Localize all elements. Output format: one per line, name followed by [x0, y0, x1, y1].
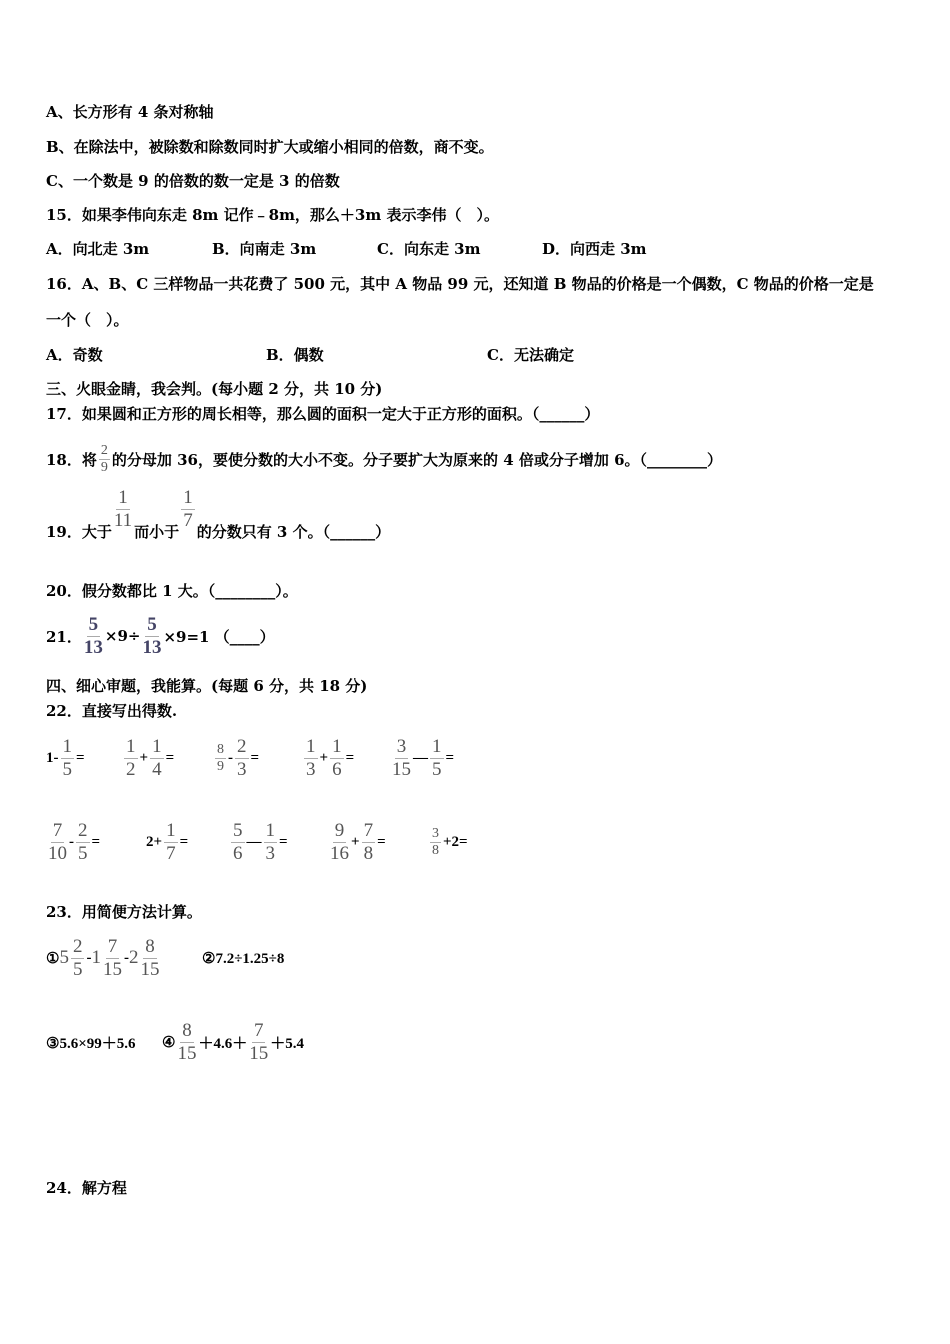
numerator: 1	[62, 735, 72, 757]
expression	[162, 1012, 304, 1072]
fraction	[150, 736, 164, 781]
fraction	[48, 820, 67, 865]
question-16: 16．A、B、C 三样物品一共花费了 500 元，其中 A 物品 99 元，还知道 B 物品的价格是一个偶数，C 物品的价格一定是	[46, 274, 874, 293]
operator-text: ＋4.6＋	[198, 1035, 248, 1052]
q15-option-b: B．向南走 3m	[212, 239, 317, 258]
denominator: 7	[183, 509, 193, 531]
whole-number: 1	[91, 947, 101, 968]
q15-option-d: D．向西走 3m	[542, 239, 647, 258]
fraction	[103, 936, 122, 981]
operator-text: —	[246, 833, 262, 850]
operator-text: -	[228, 749, 233, 766]
fraction	[61, 736, 75, 781]
denominator: 15	[392, 758, 411, 780]
numerator: 1	[306, 735, 316, 757]
q21-mid: ×9÷	[104, 627, 141, 645]
fraction	[330, 820, 349, 865]
operator-text: =	[345, 749, 355, 766]
question-19	[46, 486, 391, 551]
denominator: 16	[330, 842, 349, 864]
operator-text: =	[445, 749, 455, 766]
question-20: 20．假分数都比 1 大。（________）。	[46, 581, 298, 600]
numerator: 1	[332, 735, 342, 757]
numerator: 1	[126, 735, 136, 757]
fraction	[430, 826, 441, 859]
numerator: 1	[265, 819, 275, 841]
numerator: 1	[183, 486, 193, 508]
denominator: 5	[78, 842, 88, 864]
denominator: 3	[237, 758, 247, 780]
fraction	[164, 820, 178, 865]
q15-option-c: C．向东走 3m	[377, 239, 481, 258]
q19-prefix: 19．大于	[46, 522, 112, 541]
expression	[46, 728, 85, 788]
expression	[229, 812, 288, 872]
fraction	[430, 736, 444, 781]
denominator: 5	[62, 758, 72, 780]
question-21	[46, 613, 275, 658]
expression	[46, 812, 100, 872]
denominator: 5	[72, 958, 83, 980]
expression	[202, 928, 284, 988]
expression	[146, 812, 188, 872]
numerator: 2	[237, 735, 247, 757]
denominator: 5	[432, 758, 442, 780]
denominator: 2	[126, 758, 136, 780]
operator-text: -	[69, 833, 74, 850]
operator-text: =	[279, 833, 288, 850]
denominator: 15	[102, 958, 122, 980]
denominator: 3	[265, 842, 275, 864]
q21-suffix: ×9=1 （____）	[163, 627, 275, 646]
numerator: 7	[52, 819, 63, 841]
question-23: 23．用简便方法计算。	[46, 902, 202, 921]
denominator: 13	[83, 636, 103, 658]
expression	[390, 728, 454, 788]
numerator: 9	[334, 819, 345, 841]
operator-text: —	[413, 749, 428, 766]
q18-suffix: 的分母加 36，要使分数的大小不变。分子要扩大为原来的 4 倍或分子增加 6。（________）	[111, 450, 723, 469]
fraction	[264, 820, 278, 865]
numerator: 1	[152, 735, 162, 757]
denominator: 15	[177, 1042, 197, 1064]
q21-prefix: 21．	[46, 627, 82, 646]
operator-text: ①	[46, 950, 60, 967]
fraction	[231, 820, 245, 865]
fraction	[142, 614, 161, 659]
fraction	[76, 820, 90, 865]
fraction	[140, 936, 159, 981]
operator-text: +	[351, 833, 360, 850]
expression	[328, 812, 386, 872]
numerator: 1	[166, 819, 176, 841]
fraction	[249, 1020, 268, 1065]
operator-text: =	[179, 833, 189, 850]
fraction	[181, 487, 195, 532]
denominator: 4	[152, 758, 162, 780]
option-b-statement: B、在除法中，被除数和除数同时扩大或缩小相同的倍数，商不变。	[46, 137, 494, 156]
denominator: 6	[332, 758, 342, 780]
numerator: 2	[72, 935, 83, 957]
operator-text: =	[377, 833, 386, 850]
fraction	[362, 820, 376, 865]
question-15: 15．如果李伟向东走 8m 记作﹣8m，那么＋3m 表示李伟（ ）。	[46, 205, 499, 224]
operator-text: ③5.6×99＋5.6	[46, 1035, 136, 1052]
q15-option-a: A．向北走 3m	[46, 239, 150, 258]
q19-suffix: 的分数只有 3 个。（______）	[196, 522, 391, 541]
operator-text: +	[319, 749, 329, 766]
expression	[46, 928, 161, 988]
numerator: 2	[100, 442, 108, 458]
denominator: 15	[249, 1042, 269, 1064]
question-16-cont: 一个（ ）。	[46, 310, 129, 329]
operator-text: 2+	[146, 833, 163, 850]
question-17: 17．如果圆和正方形的周长相等，那么圆的面积一定大于正方形的面积。（______）	[46, 404, 600, 423]
fraction	[235, 736, 249, 781]
operator-text: +	[139, 749, 149, 766]
numerator: 8	[145, 935, 155, 957]
numerator: 1	[118, 486, 128, 508]
denominator: 8	[363, 842, 374, 864]
fraction	[215, 742, 226, 775]
fraction	[304, 736, 318, 781]
operator-text: =	[76, 749, 85, 766]
denominator: 6	[233, 842, 243, 864]
question-22: 22．直接写出得数.	[46, 701, 178, 720]
q16-option-a: A．奇数	[46, 345, 103, 364]
operator-text: =	[165, 749, 175, 766]
q19-mid: 而小于	[134, 522, 180, 541]
denominator: 10	[48, 842, 67, 864]
expression	[122, 728, 174, 788]
denominator: 7	[166, 842, 176, 864]
fraction	[392, 736, 411, 781]
operator-text: ④	[162, 1034, 176, 1051]
expression	[46, 1012, 136, 1072]
denominator: 3	[306, 758, 316, 780]
numerator: 5	[88, 613, 99, 635]
fraction	[99, 443, 110, 476]
denominator: 15	[140, 958, 160, 980]
fraction	[177, 1020, 196, 1065]
option-c-statement: C、一个数是 9 的倍数的数一定是 3 的倍数	[46, 171, 340, 190]
operator-text: =	[91, 833, 101, 850]
operator-text: +2=	[443, 833, 468, 850]
fraction	[71, 936, 85, 981]
operator-text: -	[86, 949, 92, 966]
operator-text: ＋5.4	[270, 1035, 304, 1052]
numerator: 3	[432, 825, 439, 841]
denominator: 9	[217, 758, 224, 774]
numerator: 7	[363, 819, 374, 841]
operator-text: =	[250, 749, 260, 766]
numerator: 1	[432, 735, 442, 757]
fraction	[330, 736, 344, 781]
q16-option-b: B．偶数	[266, 345, 324, 364]
numerator: 8	[182, 1019, 192, 1041]
denominator: 9	[100, 459, 108, 475]
numerator: 2	[78, 819, 88, 841]
section-3-heading: 三、火眼金睛，我会判。(每小题 2 分，共 10 分)	[46, 379, 383, 398]
numerator: 7	[107, 935, 118, 957]
denominator: 11	[113, 509, 133, 531]
operator-text: ②7.2÷1.25÷8	[202, 950, 285, 967]
numerator: 8	[217, 741, 224, 757]
numerator: 3	[396, 735, 407, 757]
expression	[302, 728, 354, 788]
fraction	[84, 614, 103, 659]
section-4-heading: 四、细心审题，我能算。(每题 6 分，共 18 分)	[46, 676, 368, 695]
expression	[428, 812, 468, 872]
option-a-statement: A、长方形有 4 条对称轴	[46, 102, 214, 121]
denominator: 13	[142, 636, 162, 658]
denominator: 8	[432, 842, 439, 858]
expression	[213, 728, 259, 788]
whole-number: 5	[59, 947, 69, 968]
q16-option-c: C．无法确定	[487, 345, 574, 364]
q18-prefix: 18．将	[46, 450, 97, 469]
operator-text: -	[123, 949, 129, 966]
fraction	[124, 736, 138, 781]
fraction	[114, 487, 132, 532]
numerator: 5	[147, 613, 157, 635]
numerator: 5	[233, 819, 243, 841]
numerator: 7	[253, 1019, 264, 1041]
operator-text: 1-	[46, 749, 59, 766]
whole-number: 2	[128, 947, 139, 968]
question-18	[46, 439, 722, 479]
question-24: 24．解方程	[46, 1178, 127, 1197]
